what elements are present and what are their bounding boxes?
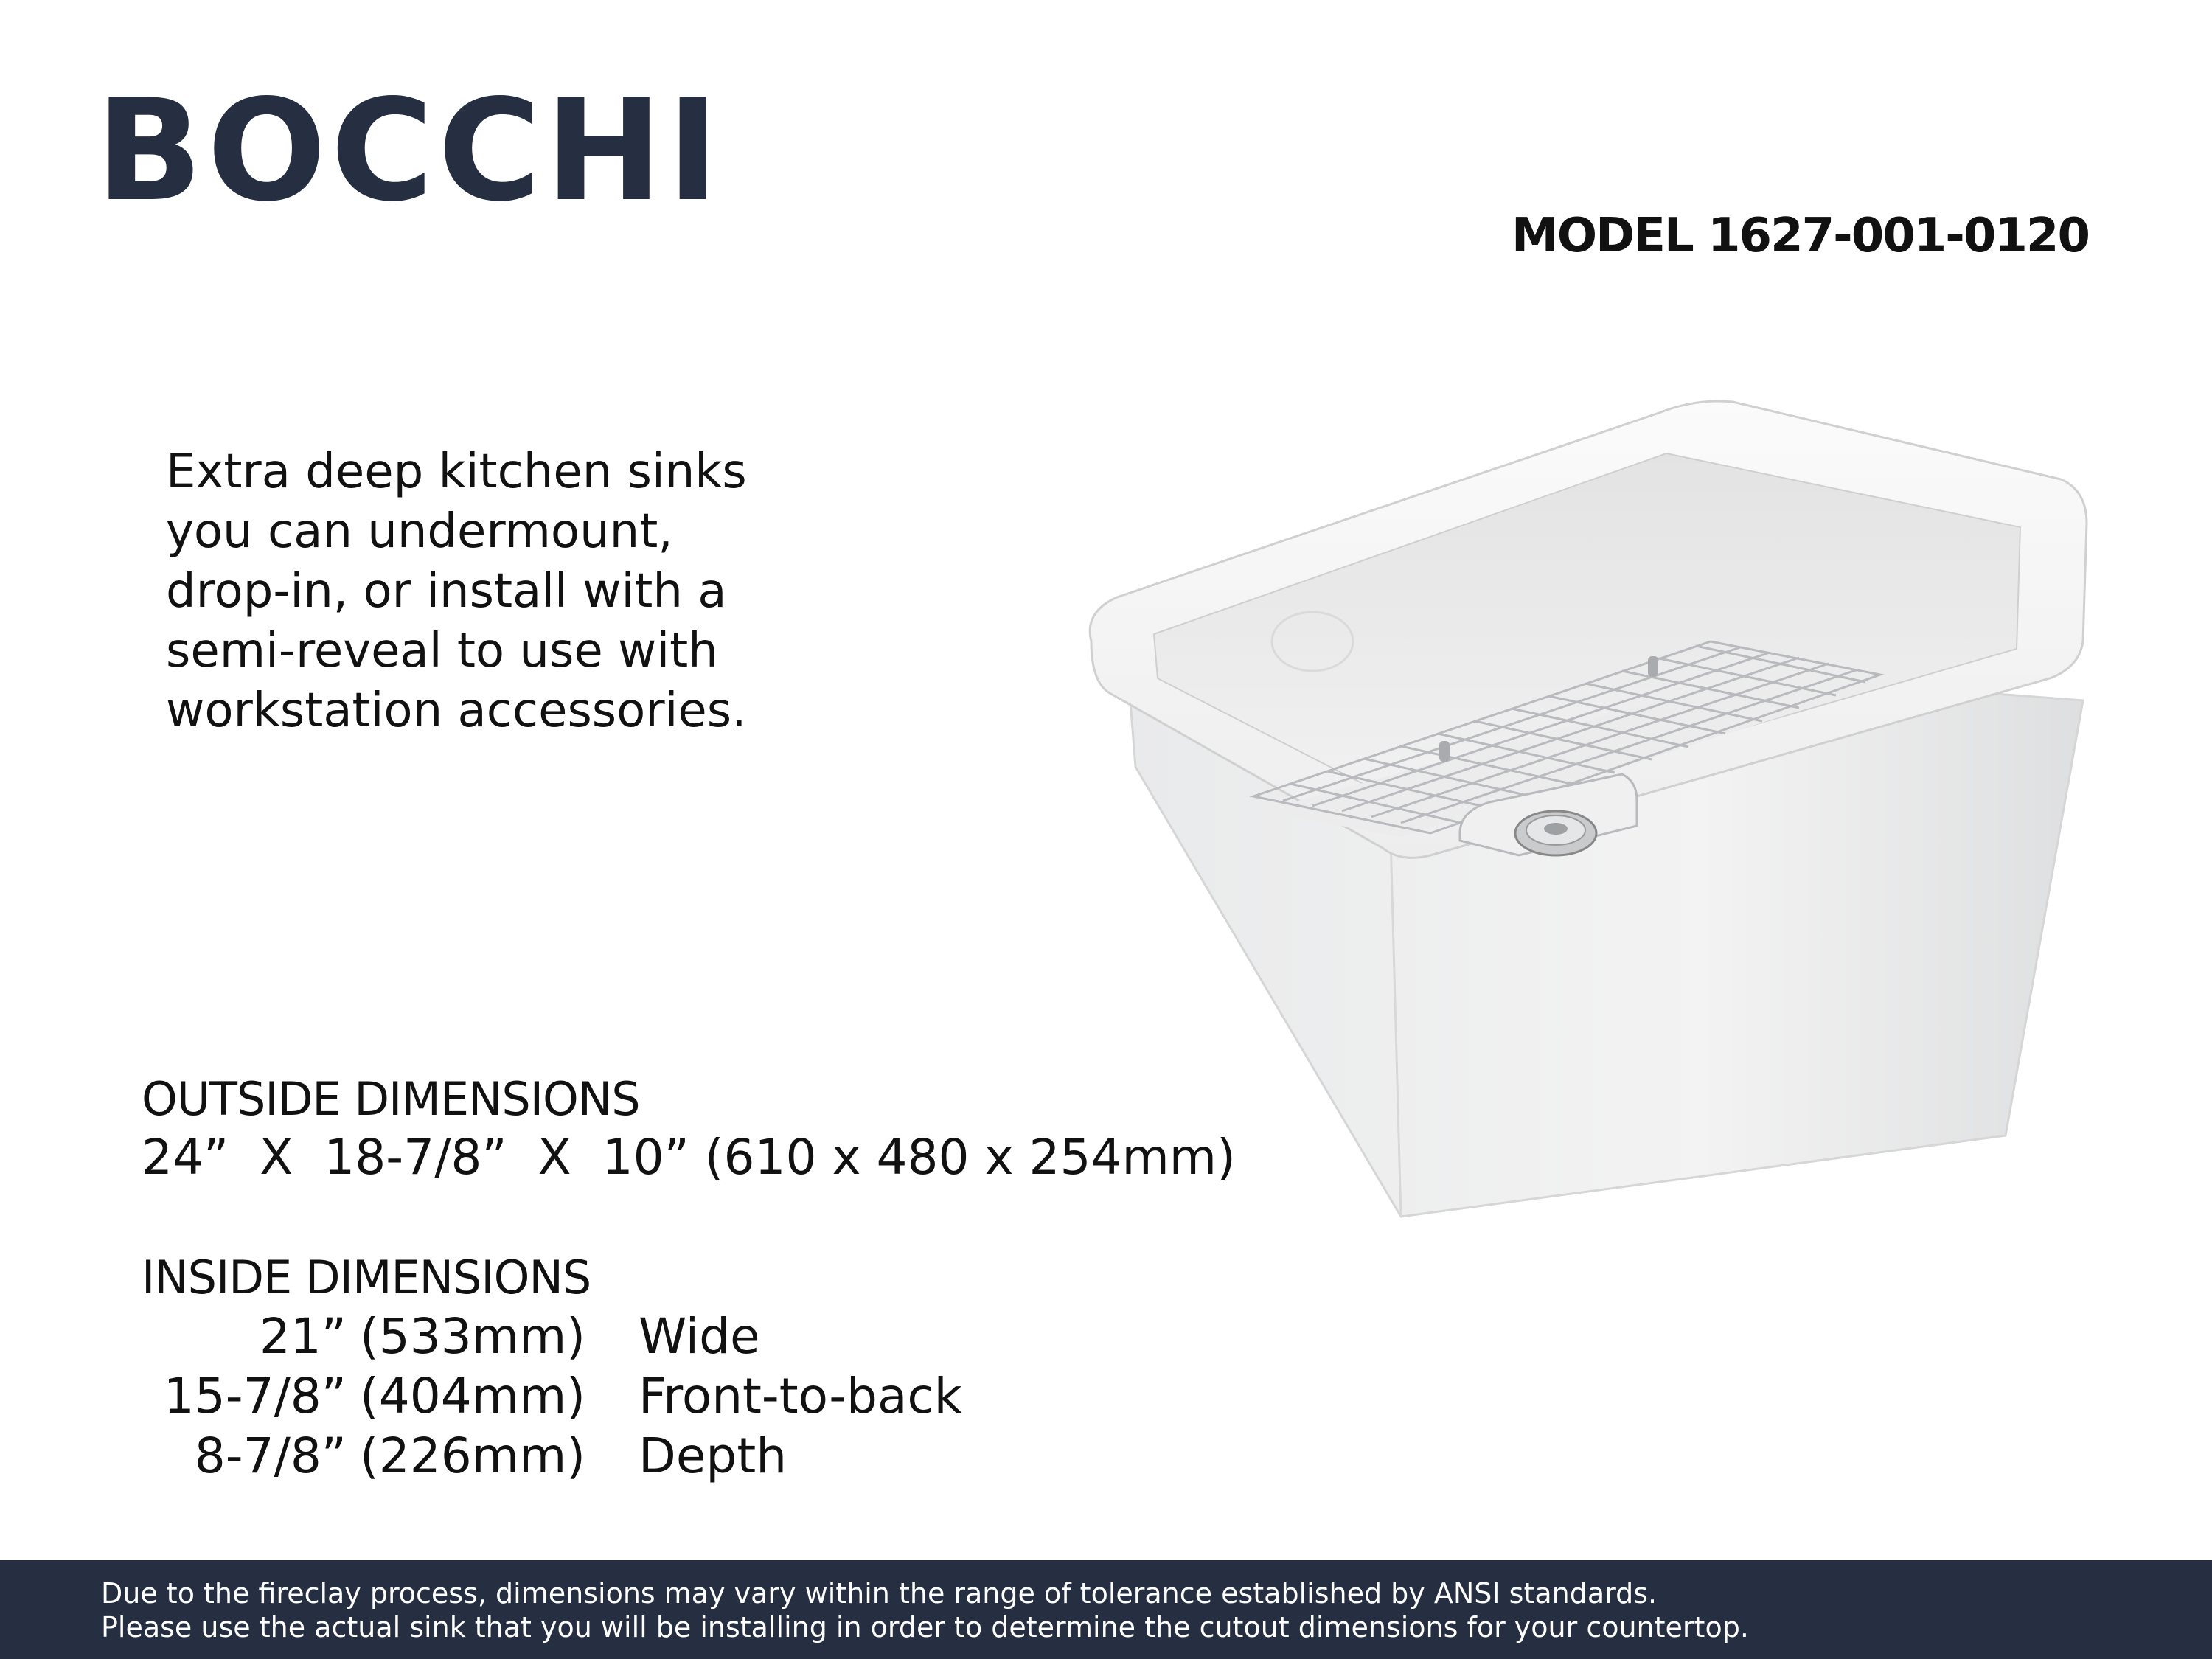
outside-dimensions-heading: OUTSIDE DIMENSIONS (142, 1072, 640, 1126)
description-line: workstation accessories. (166, 684, 747, 738)
dimension-inches: 15-7/8” (163, 1368, 347, 1425)
brand-logo: BOCCHI (96, 69, 723, 232)
model-number: MODEL 1627-001-0120 (1512, 209, 2089, 263)
dimension-inches: 21” (259, 1308, 347, 1365)
footer-disclaimer (0, 1560, 2212, 1659)
inside-dimensions-heading: INSIDE DIMENSIONS (142, 1251, 591, 1304)
dimension-label: Front-to-back (639, 1368, 962, 1425)
description-line: semi-reveal to use with (166, 624, 718, 678)
sink-product-image (1047, 398, 2109, 1231)
description-line: Extra deep kitchen sinks (166, 445, 747, 499)
dimension-mm: (404mm) (360, 1368, 586, 1425)
disclaimer-line: Please use the actual sink that you will be installing in order to determine the cutout dimensions for your countertop. (101, 1611, 1749, 1644)
description-line: drop-in, or install with a (166, 564, 727, 619)
dimension-inches: 8-7/8” (194, 1427, 347, 1484)
dimension-mm: (226mm) (360, 1427, 586, 1484)
outside-dimensions-value: 24” X 18-7/8” X 10” (610 x 480 x 254mm) (142, 1129, 1236, 1186)
dimension-label: Wide (639, 1308, 760, 1365)
inside-dimension-row (133, 1368, 962, 1425)
disclaimer-line: Due to the fireclay process, dimensions may vary within the range of tolerance established by ANSI standards. (101, 1577, 1658, 1610)
dimension-mm: (533mm) (360, 1308, 586, 1365)
inside-dimension-row (133, 1308, 760, 1365)
description-line: you can undermount, (166, 504, 673, 559)
inside-dimension-row (133, 1427, 787, 1484)
product-description (166, 442, 903, 741)
dimension-label: Depth (639, 1427, 787, 1484)
